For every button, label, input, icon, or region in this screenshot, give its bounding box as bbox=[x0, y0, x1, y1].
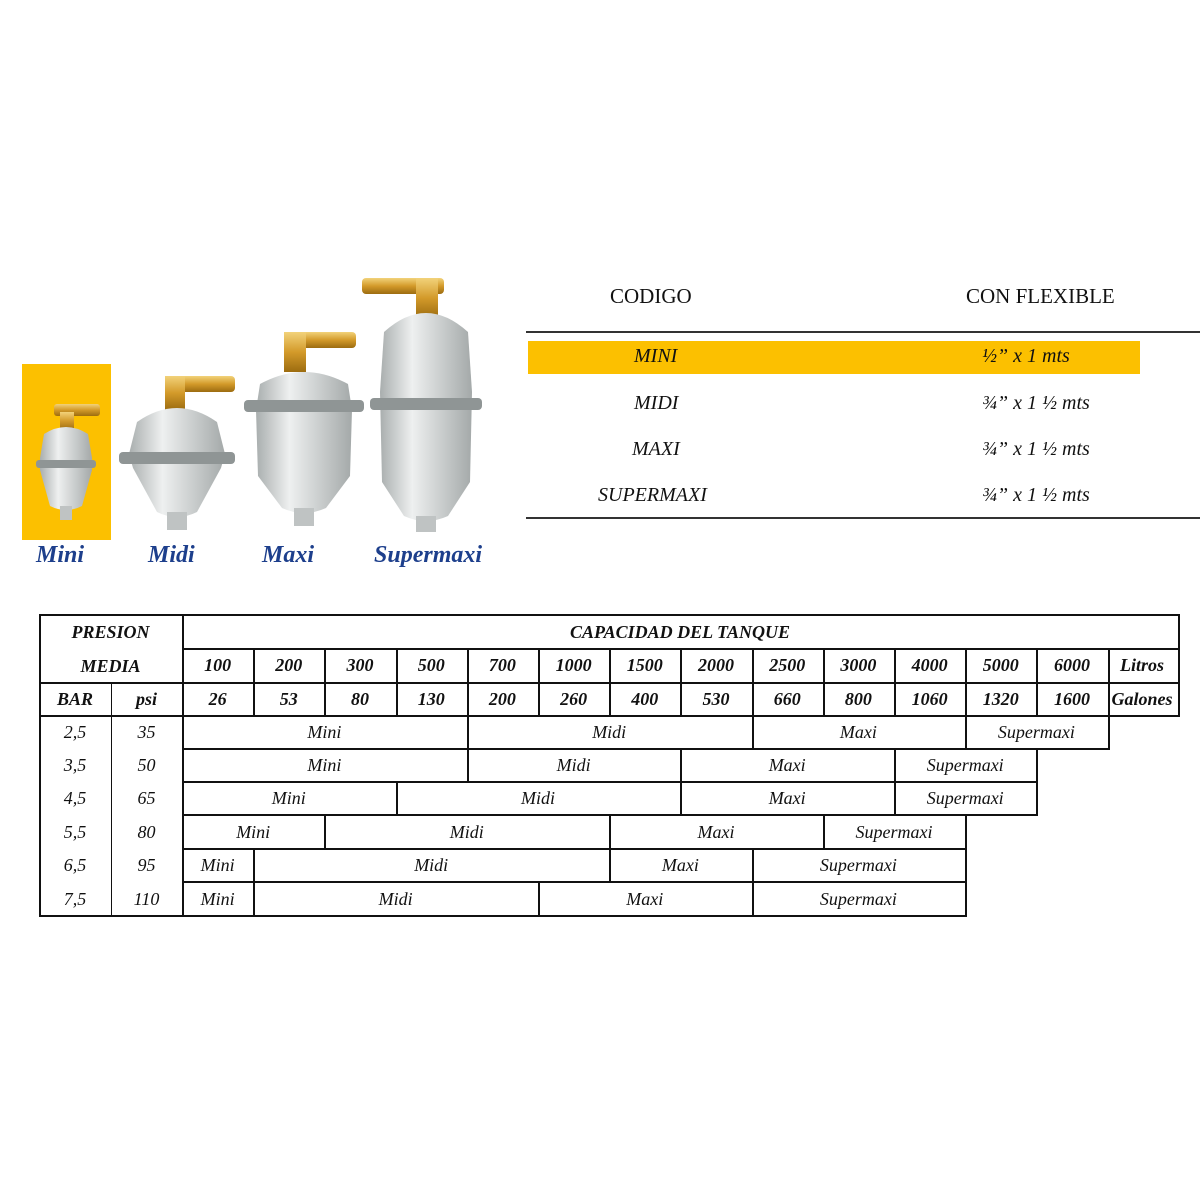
segment-divider bbox=[1108, 716, 1110, 749]
liters-value: 1500 bbox=[626, 655, 663, 675]
gallons-value: 1600 bbox=[1053, 688, 1090, 709]
segment-divider bbox=[467, 716, 469, 749]
row-psi-value: 80 bbox=[137, 821, 156, 842]
segment-divider bbox=[894, 782, 896, 815]
header-col-divider bbox=[396, 649, 398, 716]
header-col-divider bbox=[538, 649, 540, 716]
tank-segment-maxi: Maxi bbox=[626, 888, 664, 909]
liters-value: 100 bbox=[204, 655, 232, 675]
tank-segment-midi: Midi bbox=[556, 755, 591, 775]
tank-segment-supermaxi: Supermaxi bbox=[855, 821, 933, 842]
segment-divider bbox=[253, 849, 255, 882]
gallons-value: 26 bbox=[208, 688, 227, 709]
liters-value: 300 bbox=[346, 655, 374, 675]
liters-value: 2500 bbox=[769, 655, 806, 675]
row-psi-value: 65 bbox=[137, 788, 156, 808]
row-psi-value: 50 bbox=[137, 755, 156, 775]
segment-divider bbox=[965, 815, 967, 849]
header-col-divider bbox=[680, 649, 682, 716]
tank-segment-mini: Mini bbox=[307, 722, 342, 742]
row-bar-value: 7,5 bbox=[63, 888, 87, 909]
gallons-value: 1320 bbox=[982, 688, 1019, 709]
product-image-mini bbox=[26, 398, 106, 536]
tank-segment-supermaxi: Supermaxi bbox=[997, 722, 1075, 742]
code-cell: MINI bbox=[634, 345, 678, 367]
header-col-divider bbox=[752, 649, 754, 716]
tank-segment-mini: Mini bbox=[271, 788, 306, 808]
tank-segment-midi: Midi bbox=[378, 888, 413, 909]
flex-cell: ¾” x 1 ½ mts bbox=[982, 484, 1090, 506]
gallons-value: 660 bbox=[773, 688, 801, 709]
code-header: CODIGO bbox=[610, 284, 692, 308]
gallons-value: 260 bbox=[560, 688, 588, 709]
liters-value: 6000 bbox=[1053, 655, 1090, 675]
flex-header: CON FLEXIBLE bbox=[966, 284, 1115, 308]
product-label-mini: Mini bbox=[36, 542, 85, 568]
tank-segment-supermaxi: Supermaxi bbox=[819, 888, 897, 909]
header-col-divider bbox=[467, 649, 469, 716]
tank-segment-maxi: Maxi bbox=[768, 788, 806, 808]
product-label-maxi: Maxi bbox=[262, 542, 315, 568]
row-bar-value: 6,5 bbox=[63, 855, 87, 875]
row-bar-value: 2,5 bbox=[63, 722, 87, 742]
outer-border-top bbox=[39, 614, 1178, 616]
segment-bottom-rule bbox=[182, 915, 967, 917]
liters-value: 3000 bbox=[840, 655, 877, 675]
segment-divider bbox=[1036, 749, 1038, 782]
liters-value: 500 bbox=[417, 655, 445, 675]
header-col-divider bbox=[253, 649, 255, 716]
row-psi-value: 110 bbox=[133, 888, 160, 909]
header-col-divider bbox=[609, 649, 611, 716]
tank-segment-supermaxi: Supermaxi bbox=[926, 788, 1004, 808]
header-col-divider bbox=[324, 649, 326, 716]
outer-border-right bbox=[1178, 614, 1180, 716]
product-image-supermaxi bbox=[360, 272, 490, 538]
header-pressure-line2: MEDIA bbox=[80, 655, 141, 676]
flex-cell: ½” x 1 mts bbox=[982, 345, 1070, 367]
segment-divider bbox=[680, 782, 682, 815]
tank-segment-mini: Mini bbox=[307, 755, 342, 775]
liters-value: 700 bbox=[488, 655, 516, 675]
segment-divider bbox=[467, 749, 469, 782]
header-col-divider bbox=[182, 649, 184, 716]
product-image-maxi bbox=[240, 330, 368, 534]
gallons-value: 80 bbox=[350, 688, 369, 709]
header-col-divider bbox=[1108, 649, 1110, 716]
product-image-midi bbox=[113, 372, 241, 542]
tank-segment-mini: Mini bbox=[200, 888, 235, 909]
segment-divider bbox=[965, 849, 967, 882]
segment-divider bbox=[253, 882, 255, 916]
header-capacity: CAPACIDAD DEL TANQUE bbox=[569, 621, 791, 642]
liters-value: 4000 bbox=[911, 655, 948, 675]
gallons-value: 400 bbox=[631, 688, 659, 709]
tank-segment-mini: Mini bbox=[200, 855, 235, 875]
segment-divider bbox=[609, 815, 611, 849]
segment-divider bbox=[609, 849, 611, 882]
segment-divider bbox=[965, 716, 967, 749]
header-col-divider bbox=[1036, 649, 1038, 716]
tank-segment-maxi: Maxi bbox=[661, 855, 699, 875]
gallons-value: 53 bbox=[279, 688, 298, 709]
segment-divider bbox=[752, 882, 754, 916]
outer-border-left bbox=[39, 614, 41, 916]
header-col-divider bbox=[894, 649, 896, 716]
segment-divider bbox=[396, 782, 398, 815]
liters-value: 2000 bbox=[697, 655, 734, 675]
code-cell: MIDI bbox=[634, 392, 679, 414]
segment-divider bbox=[1036, 782, 1038, 815]
segment-divider bbox=[894, 749, 896, 782]
segment-divider bbox=[324, 815, 326, 849]
tank-segment-maxi: Maxi bbox=[839, 722, 877, 742]
row-psi-value: 35 bbox=[137, 722, 156, 742]
gallons-value: 800 bbox=[844, 688, 872, 709]
tank-segment-midi: Midi bbox=[592, 722, 627, 742]
product-label-midi: Midi bbox=[148, 542, 195, 568]
product-label-supermaxi: Supermaxi bbox=[374, 542, 483, 568]
liters-value: 5000 bbox=[982, 655, 1019, 675]
gallons-value: 530 bbox=[702, 688, 730, 709]
header-pressure-line1: PRESION bbox=[71, 621, 150, 642]
row-bar-value: 5,5 bbox=[63, 821, 87, 842]
row-bar-value: 3,5 bbox=[63, 755, 87, 775]
flex-cell: ¾” x 1 ½ mts bbox=[982, 438, 1090, 460]
header-col-divider bbox=[965, 649, 967, 716]
code-table-bottom-rule bbox=[526, 517, 1200, 519]
bar-psi-divider bbox=[111, 682, 112, 916]
table-bottom-rule bbox=[39, 915, 182, 917]
tank-segment-supermaxi: Supermaxi bbox=[926, 755, 1004, 775]
flex-cell: ¾” x 1 ½ mts bbox=[982, 392, 1090, 414]
row-psi-value: 95 bbox=[137, 855, 156, 875]
liters-value: 200 bbox=[275, 655, 303, 675]
gallons-value: 130 bbox=[417, 688, 445, 709]
col-bar-header: BAR bbox=[56, 688, 94, 709]
code-cell: SUPERMAXI bbox=[598, 484, 707, 506]
tank-segment-supermaxi: Supermaxi bbox=[819, 855, 897, 875]
liters-unit: Litros bbox=[1119, 655, 1164, 675]
code-cell: MAXI bbox=[632, 438, 680, 460]
tank-segment-mini: Mini bbox=[236, 821, 271, 842]
gallons-value: 1060 bbox=[911, 688, 948, 709]
segment-divider bbox=[823, 815, 825, 849]
tank-segment-midi: Midi bbox=[520, 788, 555, 808]
gallons-unit: Galones bbox=[1111, 688, 1173, 709]
code-table-top-rule bbox=[526, 331, 1200, 333]
segment-divider bbox=[752, 849, 754, 882]
tank-segment-maxi: Maxi bbox=[768, 755, 806, 775]
gallons-value: 200 bbox=[488, 688, 516, 709]
segment-divider bbox=[680, 749, 682, 782]
tank-segment-midi: Midi bbox=[414, 855, 449, 875]
col-psi-header: psi bbox=[135, 688, 157, 709]
segment-divider bbox=[965, 882, 967, 916]
segment-divider bbox=[752, 716, 754, 749]
header-col-divider bbox=[823, 649, 825, 716]
liters-value: 1000 bbox=[555, 655, 592, 675]
row-bar-value: 4,5 bbox=[63, 788, 87, 808]
segment-divider bbox=[538, 882, 540, 916]
tank-segment-maxi: Maxi bbox=[697, 821, 735, 842]
tank-segment-midi: Midi bbox=[449, 821, 484, 842]
